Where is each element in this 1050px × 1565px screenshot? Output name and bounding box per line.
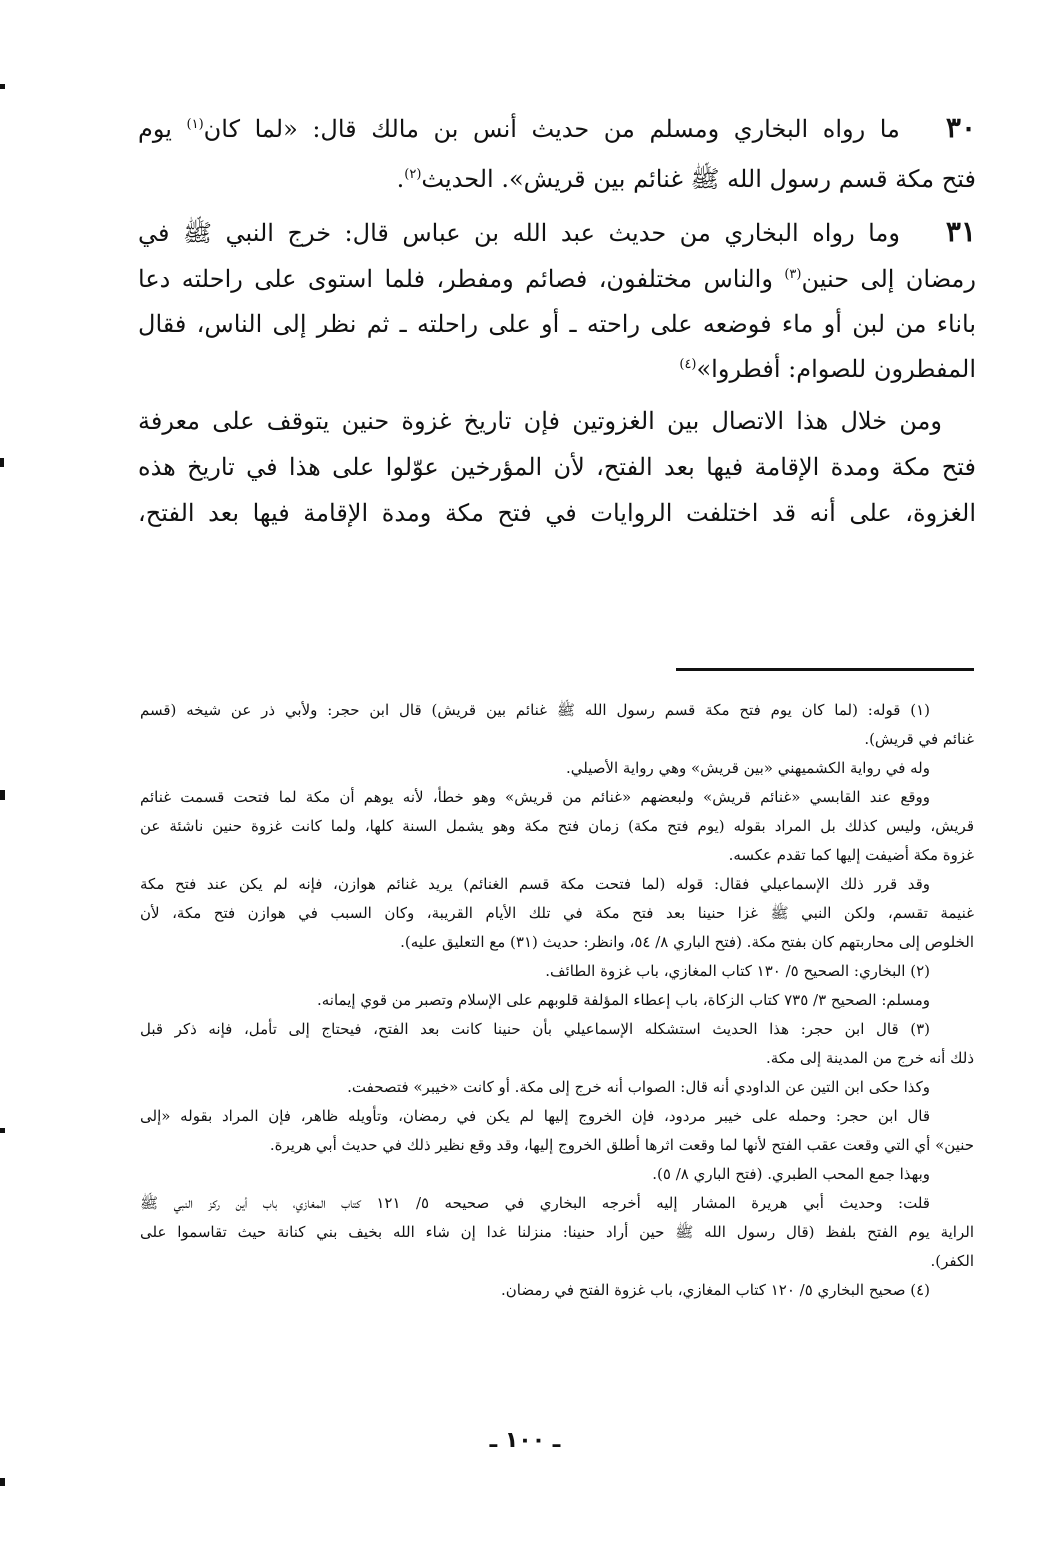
footnote-line: الكفر). xyxy=(930,1252,974,1270)
hadith-31 xyxy=(138,208,976,392)
footnote-line: قريش، وليس كذلك بل المراد بقوله (يوم فتح مكة) زمان فتح مكة وهو يشمل السنة كلها، ولما كانت غزوة حنين ناشئة عن xyxy=(140,817,974,835)
footnote-line: (١) قوله: (لما كان يوم فتح مكة قسم رسول الله ﷺ غنائم بين قريش) قال ابن حجر: ولأبي ذر عن شيخه (قسم xyxy=(140,701,930,719)
hadith-30 xyxy=(138,104,976,205)
footnote-line: وقد قرر ذلك الإسماعيلي فقال: قوله (لما فتحت مكة قسم الغنائم) يريد غنائم هوازن، فإنه لم يكن عند فتح مكة xyxy=(140,875,930,893)
text-line xyxy=(138,104,976,153)
footnote-line: وبهذا جمع المحب الطبري. (فتح الباري ٨/ ٥). xyxy=(652,1165,930,1183)
text-segment: رمضان إلى حنين xyxy=(801,265,976,293)
hadith-number: ٣٠ xyxy=(945,111,976,144)
text-segment: ما رواه البخاري ومسلم من حديث أنس بن مالك قال: «لما كان xyxy=(203,115,900,143)
margin-mark xyxy=(0,84,5,89)
text-segment: المفطرون للصوام: أفطروا» xyxy=(696,355,976,383)
footnote-line: قال ابن حجر: وحمله على خيبر مردود، فإن الخروج إليها لم يكن في رمضان، وتأويله ظاهر، فإن المراد بقوله «إلى xyxy=(140,1107,930,1125)
footnote-line: (٣) قال ابن حجر: هذا الحديث استشكله الإسماعيلي بأن حنينا كانت بعد الفتح، فيحتاج إلى تأمل، فإنه ذكر قبل xyxy=(140,1020,930,1038)
hadith-number: ٣١ xyxy=(945,215,976,248)
footnote-line: الخلوص إلى محاربتهم كان بفتح مكة. (فتح الباري ٨/ ٥٤، وانظر: حديث (٣١) مع التعليق عليه). xyxy=(400,933,974,951)
footnote-line: غنيمة تقسم، ولكن النبي ﷺ غزا حنينا بعد فتح مكة في تلك الأيام القريبة، وكان السبب في هوازن فتح مكة، لأن xyxy=(140,904,974,922)
footnote-line: غنائم في قريش). xyxy=(864,730,974,748)
footnote-line: ذلك أنه خرج من المدينة إلى مكة. xyxy=(766,1049,974,1067)
text-segment: يوم xyxy=(138,115,172,143)
footnote-ref: (١) xyxy=(186,117,204,132)
margin-mark xyxy=(0,790,5,800)
text-line: فتح مكة ومدة الإقامة فيها بعد الفتح، لأن المؤرخين عوّلوا على هذا في تاريخ هذه xyxy=(138,453,976,481)
footnote-line: ووقع عند القابسي «غنائم قريش» ولبعضهم «غنائم من قريش» وهو خطأ، لأنه يوهم أن مكة لما فتحت قسمت غنائم xyxy=(140,788,930,806)
text-segment: . xyxy=(396,165,405,193)
footnote-ref: (٢) xyxy=(404,167,422,182)
footnote-ref: (٣) xyxy=(784,267,802,282)
margin-mark xyxy=(0,1478,5,1486)
footnote-ref: (٤) xyxy=(679,357,697,372)
text-line: باناء من لبن أو ماء فوضعه على راحته ـ أو على راحلته ـ ثم نظر إلى الناس، فقال xyxy=(138,310,976,338)
footnotes xyxy=(140,696,974,1305)
margin-mark xyxy=(0,458,4,467)
footnote-line: وله في رواية الكشميهني «بين قريش» وهي رواية الأصيلي. xyxy=(565,759,930,777)
paragraph xyxy=(138,398,976,536)
text-segment: وما رواه البخاري من حديث عبد الله بن عباس قال: خرج النبي ﷺ في xyxy=(138,219,900,247)
footnote-line: (٢) البخاري: الصحيح ٥/ ١٣٠ كتاب المغازي، باب غزوة الطائف. xyxy=(545,962,930,980)
footnote-line: ومسلم: الصحيح ٣/ ٧٣٥ كتاب الزكاة، باب إعطاء المؤلفة قلوبهم على الإسلام وتصبر من قوي إيمانه. xyxy=(317,991,930,1009)
text-line xyxy=(138,257,976,302)
text-segment: والناس مختلفون، فصائم ومفطر، فلما استوى على راحلته دعا xyxy=(138,265,773,293)
page-number: ـ ١٠٠ ـ xyxy=(489,1428,561,1453)
footnote-divider xyxy=(676,668,974,671)
footnote-line: حنين» أي التي وقعت عقب الفتح لأنها لما وقعت اثرها أطلق الخروج إليها، وقد وقع نظير ذلك في حديث أبي هريرة. xyxy=(269,1136,974,1154)
margin-mark xyxy=(0,1128,5,1133)
footnote-line: وكذا حكى ابن التين عن الداودي أنه قال: الصواب أنه خرج إلى مكة. أو كانت «خيبر» فتصحفت. xyxy=(347,1078,930,1096)
text-line xyxy=(138,347,976,392)
footnote-line: (٤) صحيح البخاري ٥/ ١٢٠ كتاب المغازي، باب غزوة الفتح في رمضان. xyxy=(501,1281,930,1299)
text-line xyxy=(138,153,976,205)
footnote-line: الراية يوم الفتح بلفظ (قال رسول الله ﷺ حين أراد حنينا: منزلنا غدا إن شاء الله بخيف بني كنانة حيث تقاسموا على xyxy=(140,1223,974,1241)
footnote-line: غزوة مكة أضيفت إليها كما تقدم عكسه. xyxy=(728,846,974,864)
text-line: الغزوة، على أنه قد اختلفت الروايات في فتح مكة ومدة الإقامة فيها بعد الفتح، xyxy=(138,499,976,527)
text-segment: فتح مكة قسم رسول الله ﷺ غنائم بين قريش». الحديث xyxy=(421,165,976,193)
footnote-line: قلت: وحديث أبي هريرة المشار إليه أخرجه البخاري في صحيحه ٥/ ١٢١ كتاب المغازي، باب أين ركز النبي ﷺ xyxy=(140,1194,930,1212)
text-line xyxy=(138,208,976,257)
text-line: ومن خلال هذا الاتصال بين الغزوتين فإن تاريخ غزوة حنين يتوقف على معرفة xyxy=(138,407,942,435)
